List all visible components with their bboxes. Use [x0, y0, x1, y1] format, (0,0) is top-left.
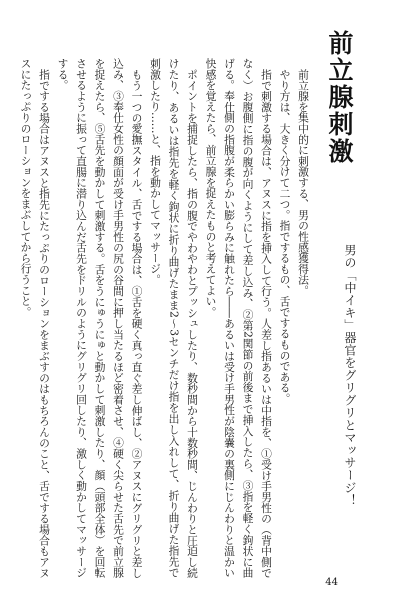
paragraph: ポイントを捕捉したら、指の腹でやわやわとプッシュしたり、数秒間から十数秒間、じんわりと圧迫し続けたり、あるいは指先を軽く鉤状に折り曲げたまま2～3センチだけ指を出し入れして、折り曲げた指先で刺激したり……と、指を動かしてマッサージ。	[149, 58, 199, 578]
paragraph: 前立腺を集中的に刺激する、男の性感獲得法。	[297, 68, 310, 296]
page-number: 44	[325, 577, 338, 588]
paragraph: 指で刺激する場合は、アヌスに指を挿入して行う。人差し指あるいは中指を、①受け手男性の（背中側でなく）お腹側に指の腹が向くようにして差し込み、②第2関節の前後まで挿入したら、③指を軽く鉤状に曲げる。奉仕側の指腹が柔らかい膨らみに触れたら――あるいは受け手男性が陰嚢の裏側にじんわりと温かい快感を覚えたら、前立腺を捉えたものと考えてよい。	[204, 58, 273, 578]
paragraph: もう一つの愛撫スタイル、舌でする場合は、①舌を硬く真っ直ぐ差し伸ばし、②アヌスにグリグリと差し込み、③奉仕女性の顔面が受け手男性の尻の谷間に押し当たるほど密着させ、④硬く尖らせた舌先で前立腺を捉えたら、⑤舌先を動かして刺激する。舌をうにゅうにゅと動かして刺激したり、顔（頭部全体）を回転させるように振って直腸に潜り込んだ舌先をドリルのようにグリグリ回したり、激しく動かしてマッサージする。	[56, 58, 144, 578]
section-heading: 前立腺刺激	[325, 30, 354, 165]
paragraph: やり方は、大きく分けて二つ。指でするもの、舌でするものである。	[278, 68, 292, 404]
section-subtitle: 男の「中イキ」器官をグリグリとマッサージ！	[343, 244, 357, 507]
body-text	[19, 58, 312, 578]
paragraph: 指でする場合はアヌスと指先にたっぷりのローションをまぶすのはもちろんのこと、舌でする場合もアヌスにたっぷりのローションをまぶしてから行うこと。	[19, 58, 51, 578]
